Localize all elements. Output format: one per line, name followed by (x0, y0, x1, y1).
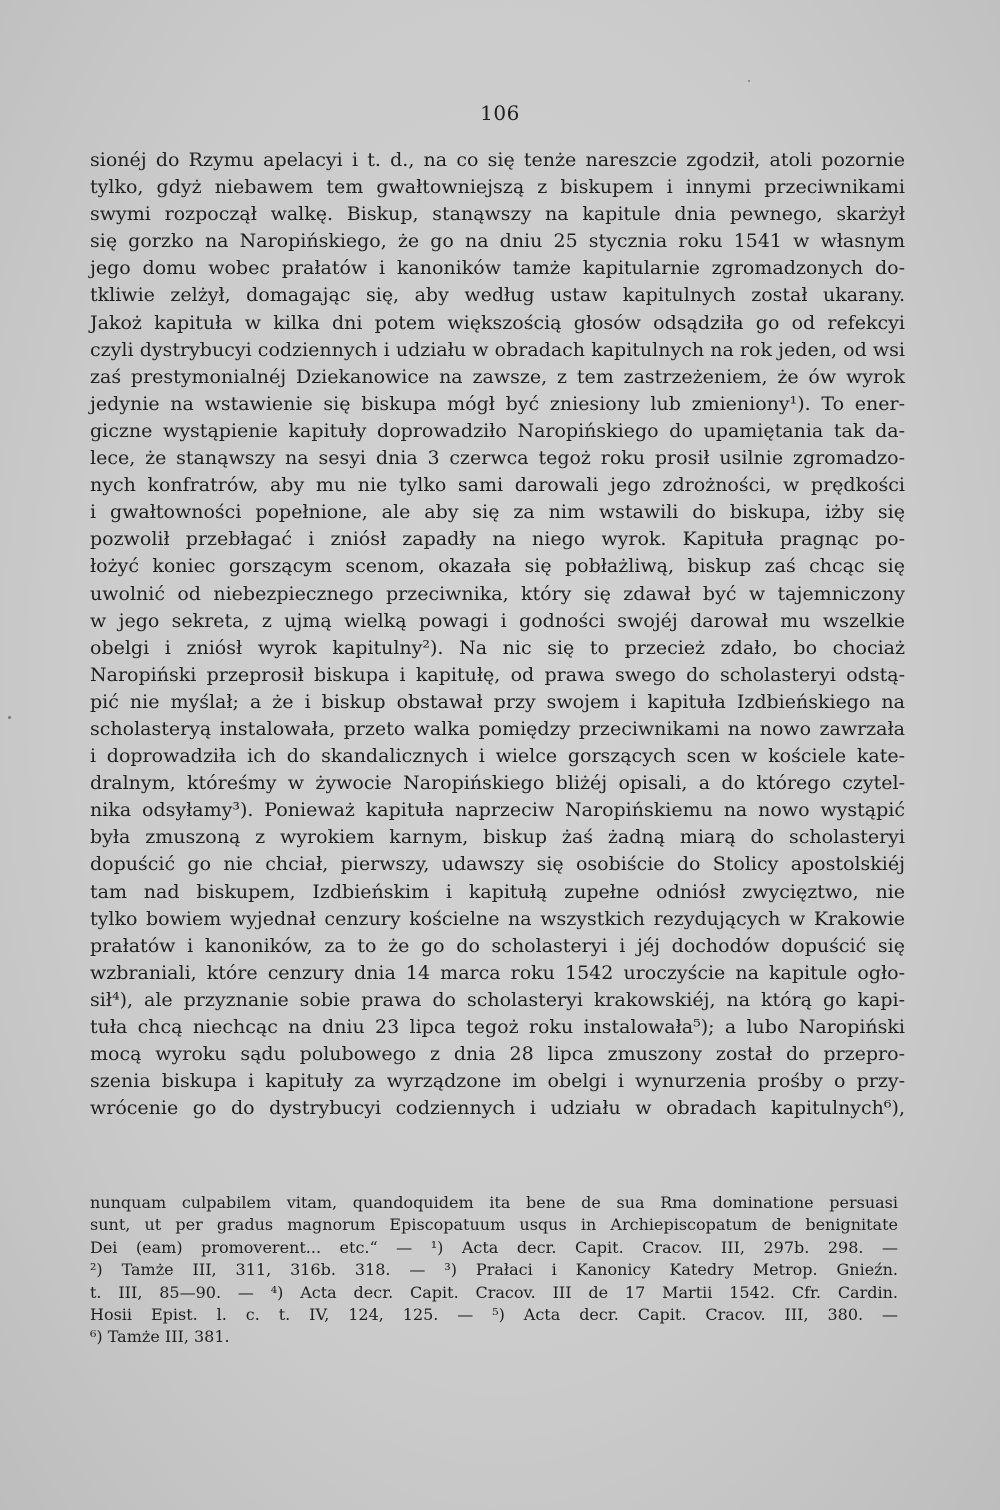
text-line: Naropiński przeprosił biskupa i kapitułę, od prawa swego do scholasteryi odstą- (90, 663, 905, 686)
text-line: swymi rozpoczął walkę. Biskup, stanąwszy na kapitule dnia pewnego, skarżył (90, 203, 905, 226)
text-line: i doprowadziła ich do skandalicznych i wielce gorszących scen w kościele kate- (90, 745, 905, 768)
text-line: nych konfratrów, aby mu nie tylko sami darowali jego zdrożności, w prędkości (90, 474, 905, 497)
text-line: pozwolił przebłagać i zniósł zapadły na niego wyrok. Kapituła pragnąc po- (90, 528, 905, 551)
text-line: tylko, gdyż niebawem tem gwałtowniejszą z biskupem i innymi przeciwnikami (90, 176, 905, 199)
text-line: mocą wyroku sądu polubowego z dnia 28 lipca zmuszony został do przepro- (90, 1043, 905, 1066)
text-line: tylko bowiem wyjednał cenzury kościelne na wszystkich rezydujących w Krakowie (90, 907, 905, 930)
text-line: scholasteryą instalowała, przeto walka pomiędzy przeciwnikami na nowo zawrzała (90, 717, 905, 740)
footnote-line: t. III, 85—90. — ⁴) Acta decr. Capit. Cracov. III de 17 Martii 1542. Cfr. Cardin. (90, 1282, 898, 1302)
text-line: tuła chcą niechcąc na dniu 23 lipca tegoż roku instalowała⁵); a lubo Naropiński (90, 1016, 905, 1038)
footnote-line: ²) Tamże III, 311, 316b. 318. — ³) Prałaci i Kanonicy Katedry Metrop. Gnieźn. (90, 1260, 898, 1280)
text-line: dopuścić go nie chciał, pierwszy, udawszy się osobiście do Stolicy apostolskiéj (90, 853, 905, 876)
text-line: tkliwie zelżył, domagając się, aby według ustaw kapitulnych został ukarany. (90, 284, 905, 307)
paper-speck (8, 716, 11, 719)
text-line: nika odsyłamy³). Ponieważ kapituła naprzeciw Naropińskiemu na nowo wystąpić (90, 799, 905, 822)
text-line: lece, że stanąwszy na sesyi dnia 3 czerwca tegoż roku prosił usilnie zgromadzo- (90, 447, 905, 470)
text-line: łożyć koniec gorszącym scenom, okazała się pobłażliwą, biskup zaś chcąc się (90, 555, 905, 578)
text-line: szenia biskupa i kapituły za wyrządzone im obelgi i wynurzenia prośby o przy- (90, 1070, 905, 1093)
main-text (90, 147, 905, 1122)
text-line: wzbraniali, które cenzury dnia 14 marca roku 1542 uroczyście na kapitule ogło- (90, 961, 905, 984)
text-line: w jego sekreta, z ujmą wielką powagi i godności swojéj darował mu wszelkie (90, 609, 905, 632)
footnotes (90, 1192, 898, 1349)
text-line: giczne wystąpienie kapituły doprowadziło Naropińskiego do upamiętania tak da- (90, 419, 905, 442)
text-line: i gwałtowności popełnione, ale aby się za nim wstawili do biskupa, iżby się (90, 501, 905, 524)
footnote-line: Hosii Epist. l. c. t. IV, 124, 125. — ⁵) Acta decr. Capit. Cracov. III, 380. — (90, 1304, 898, 1324)
text-line: zaś prestymonialnéj Dziekanowice na zawsze, z tem zastrzeżeniem, że ów wyrok (90, 365, 905, 388)
text-line: się gorzko na Naropińskiego, że go na dniu 25 stycznia roku 1541 w własnym (90, 230, 905, 253)
text-line: była zmuszoną z wyrokiem karnym, biskup żaś żadną miarą do scholasteryi (90, 826, 905, 849)
text-line: pić nie myślał; a że i biskup obstawał przy swojem i kapituła Izdbieńskiego na (90, 690, 905, 713)
footnote-line: Dei (eam) promoverent... etc.“ — ¹) Acta decr. Capit. Cracov. III, 297b. 298. — (90, 1237, 898, 1257)
text-line: tam nad biskupem, Izdbieńskim i kapitułą zupełne odniósł zwycięztwo, nie (90, 880, 905, 903)
text-line: dralnym, któreśmy w żywocie Naropińskiego bliżéj opisali, a do którego czytel- (90, 772, 905, 795)
paper-speck (748, 80, 750, 82)
footnote-line: sunt, ut per gradus magnorum Episcopatuum usqus in Archiepiscopatum de benignitate (90, 1215, 898, 1235)
footnote-line: nunquam culpabilem vitam, quandoquidem ita bene de sua Rma dominatione persuasi (90, 1193, 898, 1212)
text-line: jego domu wobec prałatów i kanoników tamże kapitularnie zgromadzonych do- (90, 257, 905, 280)
text-line: prałatów i kanoników, za to że go do scholasteryi i jéj dochodów dopuścić się (90, 934, 905, 957)
text-line: jedynie na wstawienie się biskupa mógł być zniesiony lub zmieniony¹). To ener- (90, 392, 905, 415)
text-line: sionéj do Rzymu apelacyi i t. d., na co się tenże nareszcie zgodził, atoli pozornie (90, 149, 905, 171)
page-number: 106 (480, 101, 520, 125)
text-line: wrócenie go do dystrybucyi codziennych i udziału w obradach kapitulnych⁶), (90, 1097, 905, 1120)
text-line: obelgi i zniósł wyrok kapitulny²). Na nic się to przecież zdało, bo chociaż (90, 636, 905, 659)
footnote-line: ⁶) Tamże III, 381. (90, 1327, 230, 1347)
text-line: sił⁴), ale przyznanie sobie prawa do scholasteryi krakowskiéj, na którą go kapi- (90, 988, 905, 1011)
text-line: uwolnić od niebezpiecznego przeciwnika, który się zdawał być w tajemniczony (90, 582, 905, 605)
text-line: Jakoż kapituła w kilka dni potem większością głosów odsądziła go od refekcyi (90, 311, 905, 334)
text-line: czyli dystrybucyi codziennych i udziału w obradach kapitulnych na rok jeden, od wsi (90, 338, 905, 361)
